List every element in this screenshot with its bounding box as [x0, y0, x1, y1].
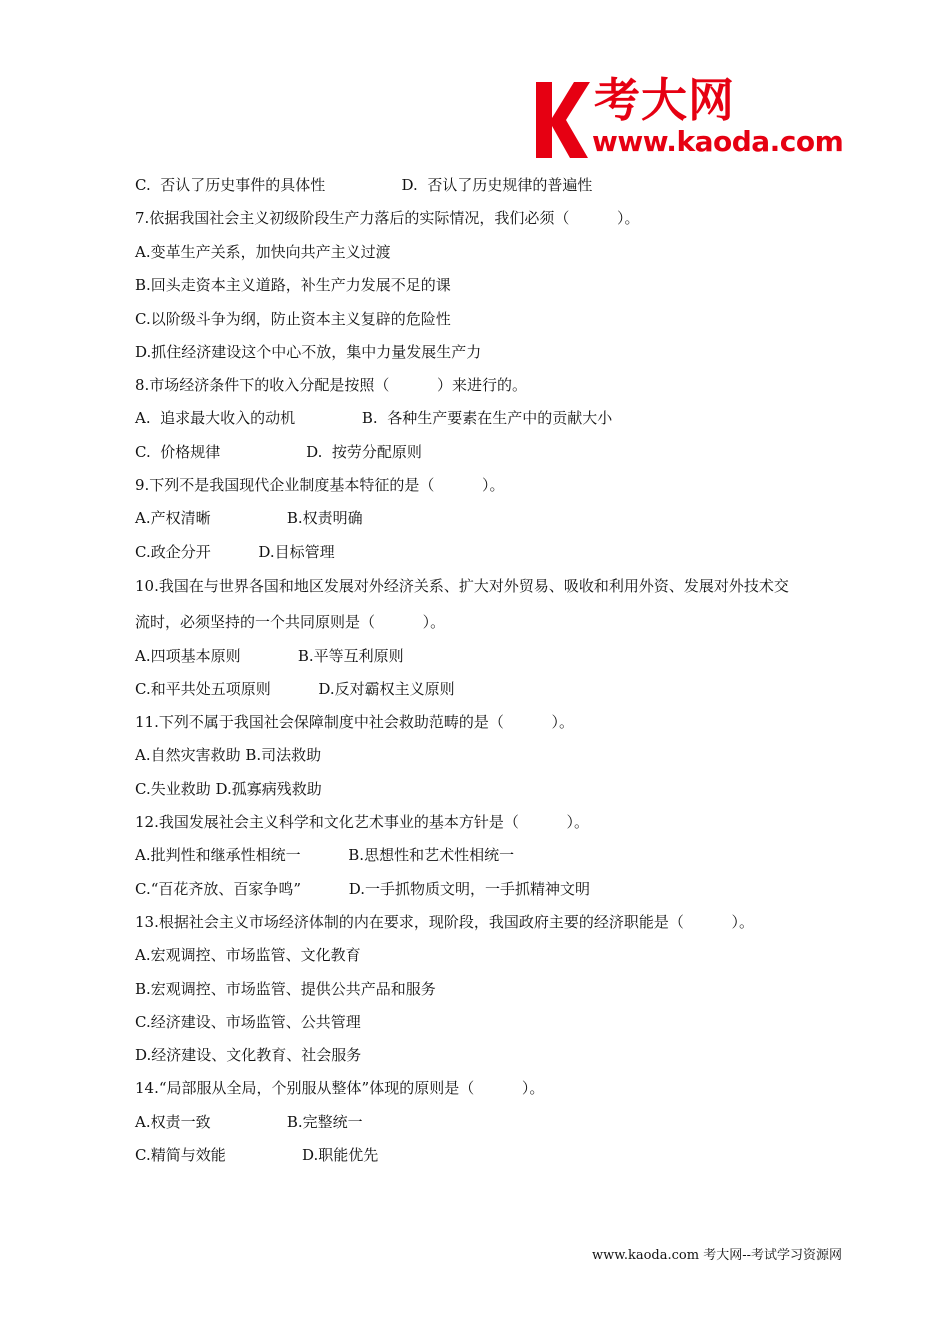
option-line: A.宏观调控、市场监管、文化教育 — [135, 946, 361, 964]
kaoda-logo — [532, 72, 852, 162]
option-line: D.经济建设、文化教育、社会服务 — [135, 1046, 362, 1064]
question-line: 12.我国发展社会主义科学和文化艺术事业的基本方针是（ ）。 — [135, 813, 590, 831]
option-line: A.批判性和继承性相统一 B.思想性和艺术性相统一 — [135, 846, 515, 864]
option-line: C.“百花齐放、百家争鸣” D.一手抓物质文明，一手抓精神文明 — [135, 880, 590, 898]
option-line: C.政企分开 D.目标管理 — [135, 543, 335, 561]
question-line: 10.我国在与世界各国和地区发展对外经济关系、扩大对外贸易、吸收和利用外资、发展对外技术交 — [135, 577, 789, 595]
option-line: A.四项基本原则 B.平等互利原则 — [135, 647, 404, 665]
option-line: C.经济建设、市场监管、公共管理 — [135, 1013, 361, 1031]
option-line: A.产权清晰 B.权责明确 — [135, 509, 363, 527]
question-line: 14.“局部服从全局，个别服从整体”体现的原则是（ ）。 — [135, 1079, 545, 1097]
option-line: B.宏观调控、市场监管、提供公共产品和服务 — [135, 980, 436, 998]
question-line: 8.市场经济条件下的收入分配是按照（ ）来进行的。 — [135, 376, 527, 394]
option-line: A.自然灾害救助 B.司法救助 — [135, 746, 322, 764]
option-line: C. 否认了历史事件的具体性 D. 否认了历史规律的普遍性 — [135, 176, 593, 194]
question-line: 7.依据我国社会主义初级阶段生产力落后的实际情况，我们必须（ ）。 — [135, 209, 640, 227]
question-line: 流时，必须坚持的一个共同原则是（ ）。 — [135, 613, 446, 631]
option-line: C.精简与效能 D.职能优先 — [135, 1146, 379, 1164]
question-line: 13.根据社会主义市场经济体制的内在要求，现阶段，我国政府主要的经济职能是（ ）。 — [135, 913, 755, 931]
option-line: D.抓住经济建设这个中心不放，集中力量发展生产力 — [135, 343, 482, 361]
question-line: 9.下列不是我国现代企业制度基本特征的是（ ）。 — [135, 476, 505, 494]
logo-brand-url: www.kaoda.com — [592, 125, 844, 158]
option-line: C. 价格规律 D. 按劳分配原则 — [135, 443, 422, 461]
page-footer: www.kaoda.com 考大网--考试学习资源网 — [592, 1248, 842, 1263]
question-line: 11.下列不属于我国社会保障制度中社会救助范畴的是（ ）。 — [135, 713, 575, 731]
option-line: C.以阶级斗争为纲，防止资本主义复辟的危险性 — [135, 310, 451, 328]
option-line: B.回头走资本主义道路，补生产力发展不足的课 — [135, 276, 451, 294]
option-line: C.失业救助 D.孤寡病残救助 — [135, 780, 322, 798]
k-logo-icon — [532, 80, 592, 160]
option-line: A.变革生产关系，加快向共产主义过渡 — [135, 243, 391, 261]
logo-brand-cn: 考大网 — [594, 73, 735, 127]
option-line: A.权责一致 B.完整统一 — [135, 1113, 363, 1131]
option-line: A. 追求最大收入的动机 B. 各种生产要素在生产中的贡献大小 — [135, 409, 613, 427]
option-line: C.和平共处五项原则 D.反对霸权主义原则 — [135, 680, 455, 698]
